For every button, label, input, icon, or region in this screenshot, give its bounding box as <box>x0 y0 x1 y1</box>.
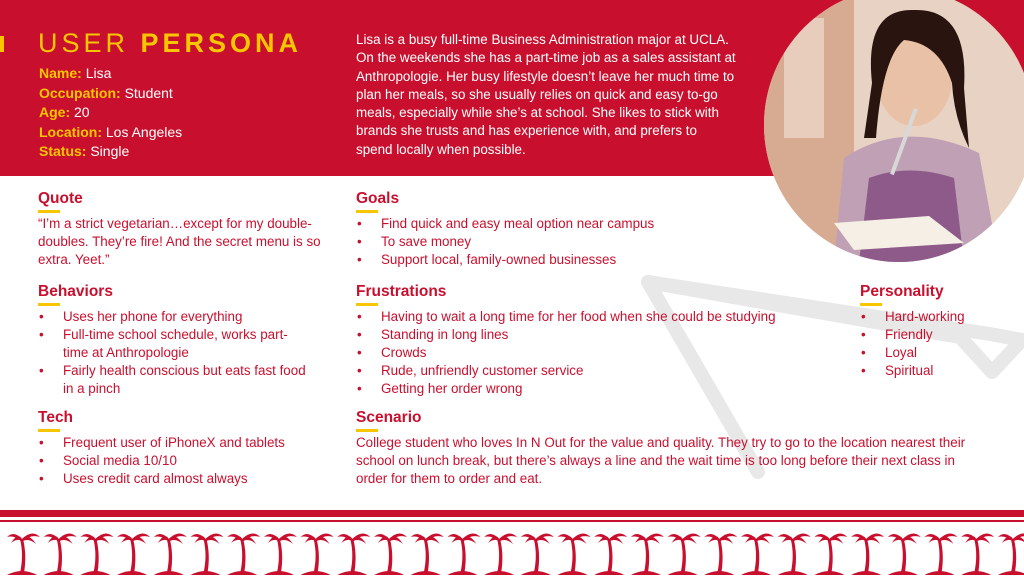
list-item: • Fairly health conscious but eats fast food in a pinch <box>38 362 308 398</box>
palm-tree-icon <box>117 533 150 575</box>
info-row-name: Name: Lisa <box>39 65 112 81</box>
palm-tree-icon <box>521 533 554 575</box>
behaviors-list <box>38 308 308 398</box>
personality-section <box>860 283 1010 380</box>
list-item: • Rude, unfriendly customer service <box>356 362 816 380</box>
list-item: • Getting her order wrong <box>356 380 816 398</box>
palm-tree-icon <box>704 533 737 575</box>
palm-tree-icon <box>925 533 958 575</box>
scenario-heading: Scenario <box>356 409 986 431</box>
persona-photo-illustration <box>764 0 1024 262</box>
palm-tree-icon <box>778 533 811 575</box>
quote-section <box>38 190 328 269</box>
goals-list <box>356 215 776 269</box>
footer-stripe <box>0 510 1024 517</box>
list-item: • Social media 10/10 <box>38 452 328 470</box>
title-light: USER <box>38 28 130 58</box>
palm-tree-icon <box>851 533 884 575</box>
info-row-location: Location: Los Angeles <box>39 123 183 140</box>
palm-tree-icon <box>227 533 260 575</box>
frustrations-section <box>356 283 816 398</box>
palm-tree-icon <box>558 533 591 575</box>
frustrations-list <box>356 308 816 398</box>
list-item: • Support local, family-owned businesses <box>356 251 776 269</box>
behaviors-section <box>38 283 308 398</box>
tech-list <box>38 434 328 488</box>
palm-tree-icons <box>7 533 1024 575</box>
list-item: • Frequent user of iPhoneX and tablets <box>38 434 328 452</box>
quote-text: “I’m a strict vegetarian…except for my double-doubles. They’re fire! And the secret menu is so extra. Yeet.” <box>38 216 321 267</box>
personality-heading: Personality <box>860 283 1010 305</box>
info-row-occupation: Occupation: Student <box>39 84 173 101</box>
goals-section <box>356 190 776 269</box>
palm-tree-icon <box>7 533 40 575</box>
list-item: • Crowds <box>356 344 816 362</box>
list-item: • To save money <box>356 233 776 251</box>
list-item: • Uses her phone for everything <box>38 308 308 326</box>
quote-heading: Quote <box>38 190 328 212</box>
footer-stripe-thin <box>0 520 1024 522</box>
palm-tree-border <box>0 527 1024 576</box>
palm-tree-icon <box>741 533 774 575</box>
palm-tree-icon <box>191 533 224 575</box>
palm-tree-icon <box>668 533 701 575</box>
palm-tree-icon <box>814 533 847 575</box>
frustrations-heading: Frustrations <box>356 283 816 305</box>
list-item: • Having to wait a long time for her food when she could be studying <box>356 308 816 326</box>
palm-tree-icon <box>998 533 1024 575</box>
persona-info <box>39 64 182 162</box>
list-item: • Uses credit card almost always <box>38 470 328 488</box>
title-bold: PERSONA <box>140 28 303 58</box>
palm-tree-icon <box>80 533 113 575</box>
personality-list <box>860 308 1010 380</box>
list-item: • Standing in long lines <box>356 326 816 344</box>
palm-tree-icon <box>961 533 994 575</box>
palm-tree-icon <box>301 533 334 575</box>
persona-photo <box>764 0 1024 262</box>
palm-tree-icon <box>888 533 921 575</box>
list-item: • Loyal <box>860 344 1010 362</box>
behaviors-heading: Behaviors <box>38 283 308 305</box>
palm-tree-icon <box>411 533 444 575</box>
palm-tree-icon <box>447 533 480 575</box>
goals-heading: Goals <box>356 190 776 212</box>
palm-tree-icon <box>594 533 627 575</box>
scenario-section <box>356 409 986 488</box>
info-row-age: Age: 20 <box>39 104 90 121</box>
list-item: • Find quick and easy meal option near campus <box>356 215 776 233</box>
header-accent-bar <box>0 36 4 52</box>
page-title <box>38 28 302 59</box>
list-item: • Spiritual <box>860 362 1010 380</box>
tech-heading: Tech <box>38 409 328 431</box>
persona-bio: Lisa is a busy full-time Business Administration major at UCLA. On the weekends she has a part-time job as a sales assistant at Anthropologie. Her busy lifestyle doesn’t leave her much time to plan her meals, so she usually relies on quick and easy to-go meals, especially while she’s at school. She likes to stick with brands she trusts and has experience with, and prefers to spend locally when possible. <box>356 32 736 157</box>
list-item: • Friendly <box>860 326 1010 344</box>
list-item: • Hard-working <box>860 308 1010 326</box>
palm-tree-icon <box>484 533 517 575</box>
palm-tree-icon <box>154 533 187 575</box>
palm-tree-icon <box>337 533 370 575</box>
palm-tree-icon <box>264 533 297 575</box>
info-row-status: Status: Single <box>39 143 130 160</box>
palm-tree-icon <box>631 533 664 575</box>
list-item: • Full-time school schedule, works part-time at Anthropologie <box>38 326 308 362</box>
scenario-text: College student who loves In N Out for the value and quality. They try to go to the location nearest their school on lunch break, but there’s always a line and the wait time is too long before their next class in order for them to order and eat. <box>356 435 966 486</box>
tech-section <box>38 409 328 488</box>
palm-tree-icon <box>374 533 407 575</box>
palm-tree-icon <box>44 533 77 575</box>
